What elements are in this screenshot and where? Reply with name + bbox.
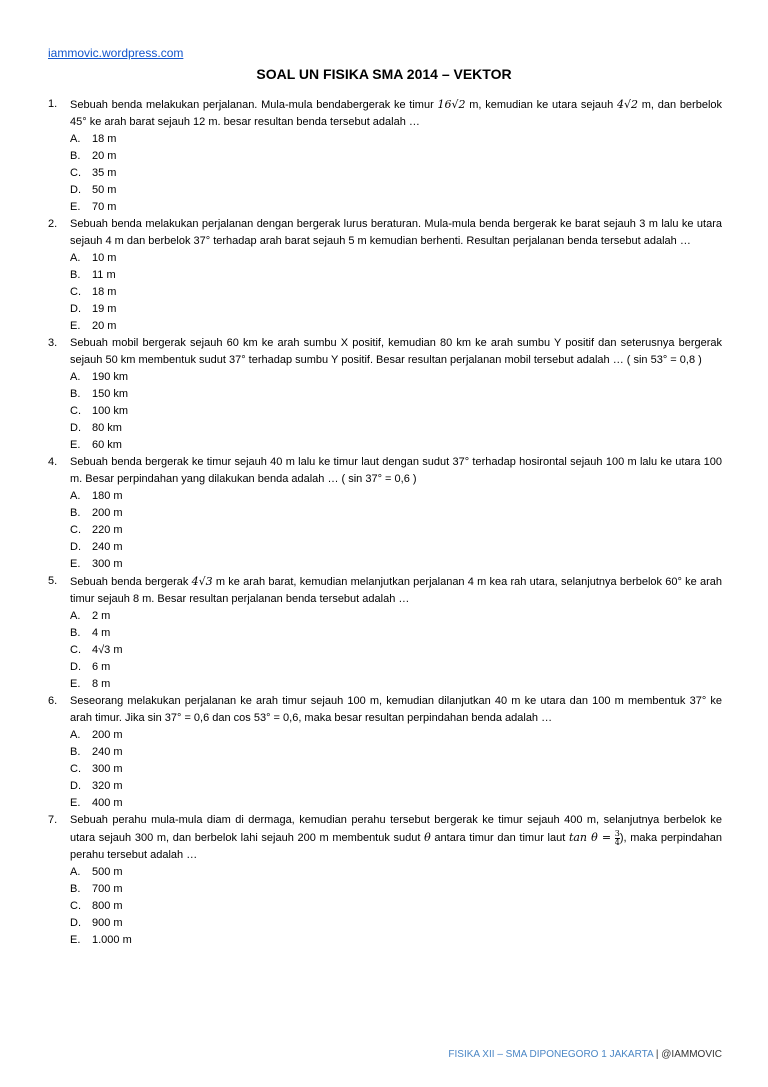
footer-separator: |	[655, 1049, 659, 1060]
question-text	[70, 454, 722, 488]
question-number: 6.	[48, 695, 58, 707]
option-text: 4 m	[92, 627, 111, 639]
answer-options	[70, 131, 722, 216]
option-letter: A.	[70, 729, 81, 741]
text-part: Seseorang melakukan perjalanan ke arah timur sejauh 100 m, kemudian dilanjutkan 40 m ke utara dan 100 m membentuk 37° ke arah timur. Jika sin 37° = 0,6 dan cos 53° = 0,6, maka besar resultan perpindahan benda adalah …	[70, 695, 722, 724]
option-text: 190 km	[92, 371, 129, 383]
option-text: 18 m	[92, 286, 117, 298]
option-letter: D.	[70, 661, 81, 673]
text-part: antara timur dan timur laut	[430, 832, 569, 844]
answer-option	[70, 932, 722, 949]
option-text: 180 m	[92, 490, 123, 502]
option-letter: C.	[70, 405, 81, 417]
footer-text: FISIKA XII – SMA DIPONEGORO 1 JAKARTA	[448, 1049, 654, 1060]
option-letter: C.	[70, 644, 81, 656]
answer-option	[70, 676, 722, 693]
answer-option	[70, 881, 722, 898]
answer-option	[70, 505, 722, 522]
answer-option	[70, 488, 722, 505]
option-letter: D.	[70, 303, 81, 315]
question-text	[70, 335, 722, 369]
option-letter: E.	[70, 201, 81, 213]
text-part: Sebuah mobil bergerak sejauh 60 km ke arah sumbu X positif, kemudian 80 km ke arah sumbu Y positif dan seterusnya bergerak sejauh 50 km membentuk sudut 37° terhadap sumbu Y positif. Besar resultan perjalanan mobil tersebut adalah … ( sin 53° = 0,8 )	[70, 337, 722, 366]
option-letter: D.	[70, 780, 81, 792]
answer-options	[70, 250, 722, 335]
answer-option	[70, 795, 722, 812]
answer-option	[70, 437, 722, 454]
answer-option	[70, 199, 722, 216]
option-text: 70 m	[92, 201, 117, 213]
answer-option	[70, 556, 722, 573]
option-text: 240 m	[92, 746, 123, 758]
option-letter: E.	[70, 439, 81, 451]
document-title: SOAL UN FISIKA SMA 2014 – VEKTOR	[256, 66, 512, 82]
answer-option	[70, 369, 722, 386]
option-letter: A.	[70, 610, 81, 622]
option-text: 700 m	[92, 883, 123, 895]
option-text: 320 m	[92, 780, 123, 792]
option-text: 1.000 m	[92, 934, 132, 946]
math-expression: tan θ =	[568, 831, 612, 844]
option-letter: B.	[70, 507, 81, 519]
question-4	[48, 454, 722, 573]
option-text: 80 km	[92, 422, 122, 434]
answer-option	[70, 778, 722, 795]
option-text: 2 m	[92, 610, 111, 622]
option-text: 4√3 m	[92, 644, 123, 656]
math-expression: 4√2	[617, 98, 639, 111]
option-letter: E.	[70, 797, 81, 809]
option-text: 8 m	[92, 678, 111, 690]
question-text	[70, 216, 722, 250]
answer-option	[70, 182, 722, 199]
option-letter: A.	[70, 133, 81, 145]
option-letter: C.	[70, 900, 81, 912]
option-letter: D.	[70, 184, 81, 196]
question-number: 5.	[48, 575, 58, 587]
fraction-numerator: 3	[614, 828, 620, 838]
option-text: 6 m	[92, 661, 111, 673]
answer-option	[70, 539, 722, 556]
question-text	[70, 96, 722, 131]
answer-option	[70, 403, 722, 420]
option-letter: C.	[70, 286, 81, 298]
answer-option	[70, 522, 722, 539]
option-letter: B.	[70, 883, 81, 895]
option-letter: C.	[70, 763, 81, 775]
question-text	[70, 693, 722, 727]
option-text: 20 m	[92, 320, 117, 332]
answer-option	[70, 608, 722, 625]
text-part: m, dan berbelok 45° ke arah barat sejauh 12 m. besar resultan benda tersebut adalah …	[70, 99, 723, 128]
answer-option	[70, 727, 722, 744]
option-letter: B.	[70, 746, 81, 758]
option-letter: E.	[70, 320, 81, 332]
answer-option	[70, 898, 722, 915]
page-footer	[448, 1049, 722, 1060]
option-text: 900 m	[92, 917, 123, 929]
answer-option	[70, 761, 722, 778]
question-text	[70, 812, 722, 864]
question-6	[48, 693, 722, 812]
option-text: 19 m	[92, 303, 117, 315]
option-text: 10 m	[92, 252, 117, 264]
option-letter: A.	[70, 490, 81, 502]
question-3	[48, 335, 722, 454]
option-letter: A.	[70, 252, 81, 264]
option-letter: B.	[70, 150, 81, 162]
option-text: 20 m	[92, 150, 117, 162]
math-expression: θ	[424, 831, 431, 844]
question-5	[48, 573, 722, 693]
answer-option	[70, 284, 722, 301]
option-letter: E.	[70, 558, 81, 570]
answer-option	[70, 318, 722, 335]
option-text: 11 m	[92, 269, 116, 281]
option-text: 35 m	[92, 167, 117, 179]
answer-option	[70, 420, 722, 437]
math-expression: 16√2	[437, 98, 466, 111]
text-part: Sebuah perahu mula-mula diam di dermaga, kemudian perahu tersebut bergerak ke timur sejauh 400 m, selanjutnya berbelok ke utara sejauh 300 m, dan berbelok lahi sejauh 200 m membentuk sudut	[70, 814, 722, 844]
option-letter: B.	[70, 388, 81, 400]
question-7	[48, 812, 722, 949]
text-part: Sebuah benda melakukan perjalanan. Mula-mula bendabergerak ke timur	[70, 99, 438, 111]
answer-option	[70, 301, 722, 318]
answer-options	[70, 488, 722, 573]
question-list	[48, 96, 722, 949]
question-2	[48, 216, 722, 335]
option-text: 200 m	[92, 729, 123, 741]
option-text: 220 m	[92, 524, 123, 536]
answer-option	[70, 165, 722, 182]
text-part: Sebuah benda bergerak ke timur sejauh 40 m lalu ke timur laut dengan sudut 37° terhadap hosirontal sejauh 100 m lalu ke utara 100 m. Besar perpindahan yang dilakukan benda adalah … ( sin 37° = 0,6 )	[70, 456, 722, 485]
option-text: 800 m	[92, 900, 123, 912]
option-text: 100 km	[92, 405, 129, 417]
option-text: 400 m	[92, 797, 123, 809]
option-text: 50 m	[92, 184, 117, 196]
option-text: 18 m	[92, 133, 117, 145]
option-letter: D.	[70, 422, 81, 434]
question-number: 2.	[48, 218, 58, 230]
option-text: 240 m	[92, 541, 123, 553]
option-text: 300 m	[92, 558, 123, 570]
option-letter: B.	[70, 627, 81, 639]
answer-option	[70, 250, 722, 267]
answer-option	[70, 864, 722, 881]
footer-tag: @IAMMOVIC	[661, 1049, 722, 1060]
answer-options	[70, 608, 722, 693]
answer-options	[70, 369, 722, 454]
answer-option	[70, 625, 722, 642]
fraction-denominator: 4	[614, 837, 620, 847]
option-text: 150 km	[92, 388, 129, 400]
option-letter: C.	[70, 167, 81, 179]
option-text: 300 m	[92, 763, 123, 775]
option-letter: A.	[70, 371, 81, 383]
option-letter: E.	[70, 678, 81, 690]
answer-option	[70, 267, 722, 284]
question-number: 7.	[48, 814, 58, 826]
option-text: 200 m	[92, 507, 123, 519]
option-letter: C.	[70, 524, 81, 536]
answer-option	[70, 131, 722, 148]
header-link[interactable]: iammovic.wordpress.com	[48, 46, 184, 60]
text-part: m ke arah barat, kemudian melanjutkan perjalanan 4 m kea rah utara, selanjutnya berbelok 60° ke arah timur sejauh 8 m. Besar resultan perjalanan benda tersebut adalah …	[70, 576, 722, 605]
option-text: 60 km	[92, 439, 122, 451]
answer-options	[70, 727, 722, 812]
answer-option	[70, 744, 722, 761]
answer-option	[70, 642, 722, 659]
answer-option	[70, 148, 722, 165]
option-letter: E.	[70, 934, 81, 946]
question-text	[70, 573, 722, 608]
text-part: Sebuah benda melakukan perjalanan dengan bergerak lurus beraturan. Mula-mula benda bergerak ke barat sejauh 3 m lalu ke utara sejauh 4 m dan berbelok 37° terhadap arah barat sejauh 5 m kemudian berhenti. Resultan perjalanan benda tersebut adalah …	[70, 218, 722, 247]
math-expression: 4√3	[191, 575, 213, 588]
question-1	[48, 96, 722, 216]
answer-option	[70, 659, 722, 676]
option-letter: B.	[70, 269, 81, 281]
question-number: 3.	[48, 337, 58, 349]
option-letter: A.	[70, 866, 81, 878]
text-part: m, kemudian ke utara sejauh	[465, 99, 617, 111]
answer-option	[70, 386, 722, 403]
answer-option	[70, 915, 722, 932]
text-part: Sebuah benda bergerak	[70, 576, 192, 588]
option-text: 500 m	[92, 866, 123, 878]
question-number: 1.	[48, 98, 58, 110]
option-letter: D.	[70, 917, 81, 929]
option-letter: D.	[70, 541, 81, 553]
answer-options	[70, 864, 722, 949]
question-number: 4.	[48, 456, 58, 468]
text-part: ), maka perpindahan perahu tersebut adalah …	[70, 832, 722, 861]
